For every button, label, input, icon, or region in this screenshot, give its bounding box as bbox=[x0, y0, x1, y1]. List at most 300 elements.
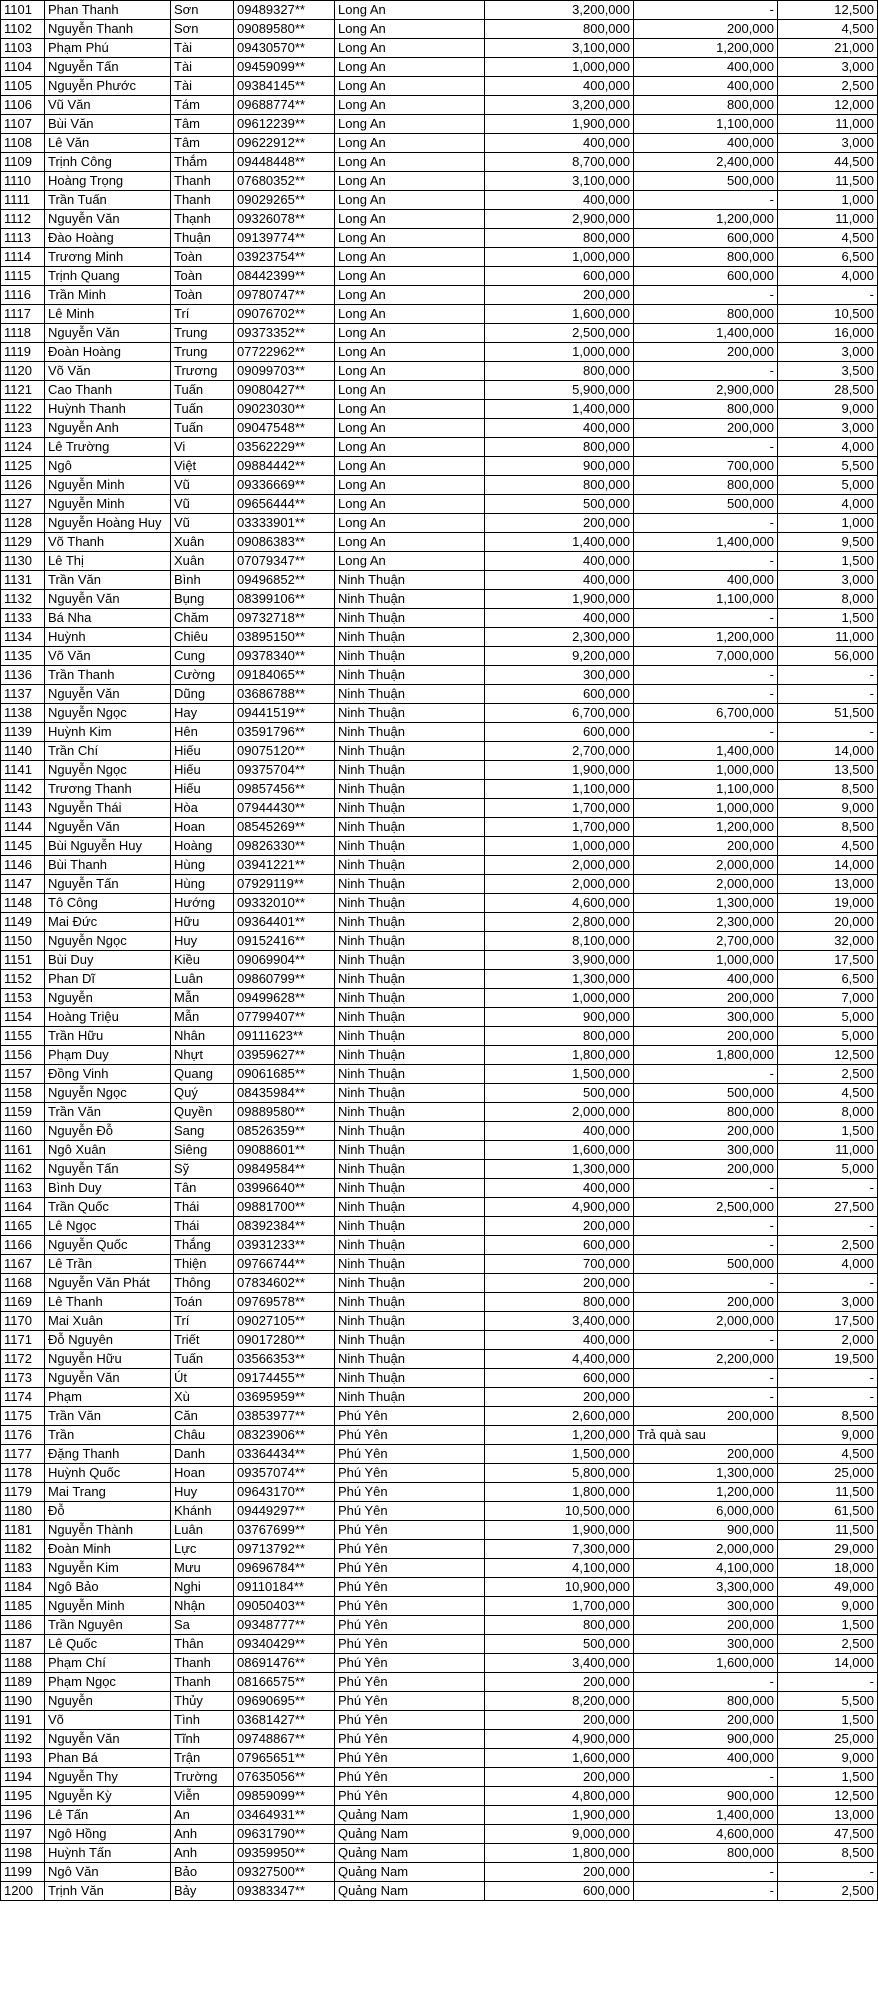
row-number-cell: 1112 bbox=[1, 210, 45, 229]
amount-cell: 10,500,000 bbox=[485, 1502, 634, 1521]
phone-cell: 09713792** bbox=[234, 1540, 335, 1559]
table-row bbox=[1, 1692, 878, 1711]
amount-cell: 1,000,000 bbox=[485, 989, 634, 1008]
row-number-cell: 1147 bbox=[1, 875, 45, 894]
phone-cell: 09631790** bbox=[234, 1825, 335, 1844]
points-cell: 61,500 bbox=[778, 1502, 878, 1521]
received-cell: - bbox=[634, 1217, 778, 1236]
surname-cell: Nguyễn Thy bbox=[45, 1768, 171, 1787]
surname-cell: Nguyễn Văn bbox=[45, 210, 171, 229]
row-number-cell: 1159 bbox=[1, 1103, 45, 1122]
points-cell: 47,500 bbox=[778, 1825, 878, 1844]
province-cell: Ninh Thuận bbox=[335, 590, 485, 609]
received-cell: - bbox=[634, 1, 778, 20]
phone-cell: 03941221** bbox=[234, 856, 335, 875]
table-row bbox=[1, 1540, 878, 1559]
table-row bbox=[1, 400, 878, 419]
points-cell: 1,000 bbox=[778, 191, 878, 210]
given-name-cell: Tâm bbox=[171, 115, 234, 134]
phone-cell: 09780747** bbox=[234, 286, 335, 305]
amount-cell: 800,000 bbox=[485, 1616, 634, 1635]
table-row bbox=[1, 115, 878, 134]
row-number-cell: 1172 bbox=[1, 1350, 45, 1369]
province-cell: Phú Yên bbox=[335, 1635, 485, 1654]
table-row bbox=[1, 343, 878, 362]
received-cell: 6,700,000 bbox=[634, 704, 778, 723]
points-cell: 2,500 bbox=[778, 1236, 878, 1255]
phone-cell: 09449297** bbox=[234, 1502, 335, 1521]
points-cell: 4,000 bbox=[778, 267, 878, 286]
surname-cell: Huỳnh bbox=[45, 628, 171, 647]
table-row bbox=[1, 1141, 878, 1160]
province-cell: Long An bbox=[335, 457, 485, 476]
province-cell: Ninh Thuận bbox=[335, 1255, 485, 1274]
amount-cell: 600,000 bbox=[485, 267, 634, 286]
phone-cell: 09069904** bbox=[234, 951, 335, 970]
province-cell: Phú Yên bbox=[335, 1673, 485, 1692]
province-cell: Ninh Thuận bbox=[335, 1122, 485, 1141]
province-cell: Ninh Thuận bbox=[335, 1369, 485, 1388]
province-cell: Ninh Thuận bbox=[335, 1179, 485, 1198]
points-cell: 29,000 bbox=[778, 1540, 878, 1559]
province-cell: Phú Yên bbox=[335, 1578, 485, 1597]
points-cell: 44,500 bbox=[778, 153, 878, 172]
province-cell: Ninh Thuận bbox=[335, 780, 485, 799]
surname-cell: Đào Hoàng bbox=[45, 229, 171, 248]
surname-cell: Ngô Hồng bbox=[45, 1825, 171, 1844]
amount-cell: 200,000 bbox=[485, 514, 634, 533]
given-name-cell: Hiếu bbox=[171, 742, 234, 761]
phone-cell: 09384145** bbox=[234, 77, 335, 96]
points-cell: 49,000 bbox=[778, 1578, 878, 1597]
given-name-cell: Anh bbox=[171, 1825, 234, 1844]
given-name-cell: Hòa bbox=[171, 799, 234, 818]
surname-cell: Phan Thanh bbox=[45, 1, 171, 20]
table-row bbox=[1, 1559, 878, 1578]
surname-cell: Nguyễn Văn bbox=[45, 685, 171, 704]
amount-cell: 4,900,000 bbox=[485, 1730, 634, 1749]
table-row bbox=[1, 818, 878, 837]
amount-cell: 1,900,000 bbox=[485, 1806, 634, 1825]
province-cell: Long An bbox=[335, 552, 485, 571]
given-name-cell: Toàn bbox=[171, 267, 234, 286]
surname-cell: Nguyễn Tấn bbox=[45, 875, 171, 894]
points-cell: 3,000 bbox=[778, 134, 878, 153]
given-name-cell: Toàn bbox=[171, 286, 234, 305]
table-row bbox=[1, 1863, 878, 1882]
received-cell: - bbox=[634, 286, 778, 305]
table-row bbox=[1, 324, 878, 343]
table-row bbox=[1, 1464, 878, 1483]
points-cell: 19,000 bbox=[778, 894, 878, 913]
phone-cell: 09612239** bbox=[234, 115, 335, 134]
received-cell: 500,000 bbox=[634, 495, 778, 514]
surname-cell: Đặng Thanh bbox=[45, 1445, 171, 1464]
province-cell: Long An bbox=[335, 533, 485, 552]
surname-cell: Nguyễn Minh bbox=[45, 476, 171, 495]
amount-cell: 400,000 bbox=[485, 552, 634, 571]
phone-cell: 09849584** bbox=[234, 1160, 335, 1179]
received-cell: 1,000,000 bbox=[634, 799, 778, 818]
surname-cell: Trần Tuấn bbox=[45, 191, 171, 210]
received-cell: 2,000,000 bbox=[634, 1540, 778, 1559]
amount-cell: 1,000,000 bbox=[485, 837, 634, 856]
received-cell: 1,100,000 bbox=[634, 115, 778, 134]
amount-cell: 500,000 bbox=[485, 495, 634, 514]
province-cell: Ninh Thuận bbox=[335, 1236, 485, 1255]
table-row bbox=[1, 1844, 878, 1863]
amount-cell: 700,000 bbox=[485, 1255, 634, 1274]
province-cell: Long An bbox=[335, 58, 485, 77]
received-cell: 700,000 bbox=[634, 457, 778, 476]
amount-cell: 3,200,000 bbox=[485, 1, 634, 20]
given-name-cell: Tuấn bbox=[171, 381, 234, 400]
given-name-cell: Hoan bbox=[171, 1464, 234, 1483]
amount-cell: 4,100,000 bbox=[485, 1559, 634, 1578]
province-cell: Long An bbox=[335, 115, 485, 134]
row-number-cell: 1182 bbox=[1, 1540, 45, 1559]
row-number-cell: 1174 bbox=[1, 1388, 45, 1407]
table-row bbox=[1, 495, 878, 514]
table-row bbox=[1, 780, 878, 799]
given-name-cell: An bbox=[171, 1806, 234, 1825]
amount-cell: 1,000,000 bbox=[485, 343, 634, 362]
surname-cell: Ngô Bảo bbox=[45, 1578, 171, 1597]
table-row bbox=[1, 1350, 878, 1369]
phone-cell: 09027105** bbox=[234, 1312, 335, 1331]
received-cell: - bbox=[634, 685, 778, 704]
province-cell: Ninh Thuận bbox=[335, 951, 485, 970]
phone-cell: 09080427** bbox=[234, 381, 335, 400]
table-row bbox=[1, 457, 878, 476]
points-cell: 11,000 bbox=[778, 210, 878, 229]
given-name-cell: Tuấn bbox=[171, 419, 234, 438]
amount-cell: 1,100,000 bbox=[485, 780, 634, 799]
row-number-cell: 1164 bbox=[1, 1198, 45, 1217]
points-cell: 12,000 bbox=[778, 96, 878, 115]
given-name-cell: Hoan bbox=[171, 818, 234, 837]
surname-cell: Bá Nha bbox=[45, 609, 171, 628]
points-cell: 11,500 bbox=[778, 172, 878, 191]
surname-cell: Nguyễn Ngọc bbox=[45, 1084, 171, 1103]
province-cell: Phú Yên bbox=[335, 1445, 485, 1464]
surname-cell: Võ Văn bbox=[45, 647, 171, 666]
row-number-cell: 1131 bbox=[1, 571, 45, 590]
points-cell: 6,500 bbox=[778, 248, 878, 267]
surname-cell: Nguyễn Đỗ bbox=[45, 1122, 171, 1141]
surname-cell: Nguyễn Minh bbox=[45, 495, 171, 514]
given-name-cell: Siêng bbox=[171, 1141, 234, 1160]
points-cell: 5,000 bbox=[778, 1008, 878, 1027]
points-cell: 9,500 bbox=[778, 533, 878, 552]
points-cell: 4,000 bbox=[778, 438, 878, 457]
phone-cell: 09017280** bbox=[234, 1331, 335, 1350]
province-cell: Long An bbox=[335, 362, 485, 381]
row-number-cell: 1124 bbox=[1, 438, 45, 457]
table-row bbox=[1, 647, 878, 666]
amount-cell: 8,700,000 bbox=[485, 153, 634, 172]
row-number-cell: 1181 bbox=[1, 1521, 45, 1540]
table-row bbox=[1, 1312, 878, 1331]
surname-cell: Huỳnh Kim bbox=[45, 723, 171, 742]
table-row bbox=[1, 1654, 878, 1673]
province-cell: Long An bbox=[335, 400, 485, 419]
amount-cell: 2,000,000 bbox=[485, 856, 634, 875]
phone-cell: 03333901** bbox=[234, 514, 335, 533]
given-name-cell: Tài bbox=[171, 39, 234, 58]
row-number-cell: 1151 bbox=[1, 951, 45, 970]
table-row bbox=[1, 856, 878, 875]
points-cell: 28,500 bbox=[778, 381, 878, 400]
surname-cell: Trịnh Văn bbox=[45, 1882, 171, 1901]
received-cell: 900,000 bbox=[634, 1787, 778, 1806]
received-cell: 600,000 bbox=[634, 229, 778, 248]
amount-cell: 800,000 bbox=[485, 20, 634, 39]
surname-cell: Trịnh Quang bbox=[45, 267, 171, 286]
received-cell: 2,900,000 bbox=[634, 381, 778, 400]
amount-cell: 400,000 bbox=[485, 419, 634, 438]
row-number-cell: 1185 bbox=[1, 1597, 45, 1616]
points-cell: 3,000 bbox=[778, 419, 878, 438]
points-cell: 17,500 bbox=[778, 1312, 878, 1331]
points-cell: 9,000 bbox=[778, 1597, 878, 1616]
received-cell: 800,000 bbox=[634, 476, 778, 495]
table-row bbox=[1, 229, 878, 248]
table-row bbox=[1, 1407, 878, 1426]
surname-cell: Tô Công bbox=[45, 894, 171, 913]
received-cell: 900,000 bbox=[634, 1521, 778, 1540]
table-row bbox=[1, 1616, 878, 1635]
row-number-cell: 1119 bbox=[1, 343, 45, 362]
row-number-cell: 1195 bbox=[1, 1787, 45, 1806]
row-number-cell: 1184 bbox=[1, 1578, 45, 1597]
province-cell: Phú Yên bbox=[335, 1711, 485, 1730]
given-name-cell: Trận bbox=[171, 1749, 234, 1768]
row-number-cell: 1160 bbox=[1, 1122, 45, 1141]
phone-cell: 08691476** bbox=[234, 1654, 335, 1673]
province-cell: Phú Yên bbox=[335, 1616, 485, 1635]
points-cell: - bbox=[778, 1217, 878, 1236]
points-cell: 9,000 bbox=[778, 799, 878, 818]
amount-cell: 8,100,000 bbox=[485, 932, 634, 951]
amount-cell: 600,000 bbox=[485, 685, 634, 704]
points-cell: - bbox=[778, 723, 878, 742]
table-row bbox=[1, 1749, 878, 1768]
given-name-cell: Chăm bbox=[171, 609, 234, 628]
given-name-cell: Hữu bbox=[171, 913, 234, 932]
phone-cell: 09359950** bbox=[234, 1844, 335, 1863]
points-cell: 1,500 bbox=[778, 1711, 878, 1730]
surname-cell: Đồng Vinh bbox=[45, 1065, 171, 1084]
amount-cell: 600,000 bbox=[485, 1369, 634, 1388]
given-name-cell: Triết bbox=[171, 1331, 234, 1350]
surname-cell: Trần Chí bbox=[45, 742, 171, 761]
phone-cell: 09688774** bbox=[234, 96, 335, 115]
given-name-cell: Tài bbox=[171, 77, 234, 96]
row-number-cell: 1188 bbox=[1, 1654, 45, 1673]
amount-cell: 2,700,000 bbox=[485, 742, 634, 761]
row-number-cell: 1104 bbox=[1, 58, 45, 77]
received-cell: 6,000,000 bbox=[634, 1502, 778, 1521]
table-row bbox=[1, 1673, 878, 1692]
given-name-cell: Vũ bbox=[171, 495, 234, 514]
points-cell: 25,000 bbox=[778, 1730, 878, 1749]
row-number-cell: 1153 bbox=[1, 989, 45, 1008]
amount-cell: 500,000 bbox=[485, 1084, 634, 1103]
received-cell: - bbox=[634, 1331, 778, 1350]
table-row bbox=[1, 1521, 878, 1540]
table-row bbox=[1, 1711, 878, 1730]
phone-cell: 09088601** bbox=[234, 1141, 335, 1160]
province-cell: Quảng Nam bbox=[335, 1882, 485, 1901]
row-number-cell: 1200 bbox=[1, 1882, 45, 1901]
province-cell: Long An bbox=[335, 20, 485, 39]
province-cell: Ninh Thuận bbox=[335, 1388, 485, 1407]
amount-cell: 400,000 bbox=[485, 191, 634, 210]
table-row bbox=[1, 1825, 878, 1844]
points-cell: 12,500 bbox=[778, 1, 878, 20]
table-row bbox=[1, 58, 878, 77]
row-number-cell: 1193 bbox=[1, 1749, 45, 1768]
row-number-cell: 1169 bbox=[1, 1293, 45, 1312]
received-cell: 400,000 bbox=[634, 58, 778, 77]
province-cell: Long An bbox=[335, 343, 485, 362]
given-name-cell: Xuân bbox=[171, 533, 234, 552]
province-cell: Ninh Thuận bbox=[335, 1065, 485, 1084]
phone-cell: 09690695** bbox=[234, 1692, 335, 1711]
amount-cell: 600,000 bbox=[485, 1236, 634, 1255]
province-cell: Phú Yên bbox=[335, 1749, 485, 1768]
points-cell: 12,500 bbox=[778, 1787, 878, 1806]
province-cell: Ninh Thuận bbox=[335, 1160, 485, 1179]
amount-cell: 200,000 bbox=[485, 1673, 634, 1692]
points-cell: 4,500 bbox=[778, 20, 878, 39]
received-cell: 1,400,000 bbox=[634, 324, 778, 343]
amount-cell: 3,900,000 bbox=[485, 951, 634, 970]
phone-cell: 09448448** bbox=[234, 153, 335, 172]
surname-cell: Lê Thị bbox=[45, 552, 171, 571]
points-cell: 17,500 bbox=[778, 951, 878, 970]
given-name-cell: Cung bbox=[171, 647, 234, 666]
phone-cell: 09326078** bbox=[234, 210, 335, 229]
given-name-cell: Tuấn bbox=[171, 1350, 234, 1369]
points-cell: 5,000 bbox=[778, 1027, 878, 1046]
given-name-cell: Căn bbox=[171, 1407, 234, 1426]
points-cell: - bbox=[778, 286, 878, 305]
row-number-cell: 1161 bbox=[1, 1141, 45, 1160]
given-name-cell: Thủy bbox=[171, 1692, 234, 1711]
table-row bbox=[1, 628, 878, 647]
amount-cell: 1,800,000 bbox=[485, 1046, 634, 1065]
surname-cell: Nguyễn Kim bbox=[45, 1559, 171, 1578]
amount-cell: 200,000 bbox=[485, 286, 634, 305]
row-number-cell: 1143 bbox=[1, 799, 45, 818]
amount-cell: 200,000 bbox=[485, 1217, 634, 1236]
phone-cell: 03686788** bbox=[234, 685, 335, 704]
amount-cell: 400,000 bbox=[485, 571, 634, 590]
given-name-cell: Thanh bbox=[171, 191, 234, 210]
province-cell: Ninh Thuận bbox=[335, 875, 485, 894]
surname-cell: Nguyễn Thanh bbox=[45, 20, 171, 39]
table-row bbox=[1, 514, 878, 533]
amount-cell: 4,600,000 bbox=[485, 894, 634, 913]
received-cell: 7,000,000 bbox=[634, 647, 778, 666]
phone-cell: 09357074** bbox=[234, 1464, 335, 1483]
table-body bbox=[1, 1, 878, 1901]
row-number-cell: 1190 bbox=[1, 1692, 45, 1711]
phone-cell: 03364434** bbox=[234, 1445, 335, 1464]
amount-cell: 2,000,000 bbox=[485, 1103, 634, 1122]
province-cell: Phú Yên bbox=[335, 1730, 485, 1749]
amount-cell: 900,000 bbox=[485, 1008, 634, 1027]
received-cell: 200,000 bbox=[634, 20, 778, 39]
points-cell: 2,500 bbox=[778, 1635, 878, 1654]
province-cell: Ninh Thuận bbox=[335, 818, 485, 837]
province-cell: Ninh Thuận bbox=[335, 913, 485, 932]
province-cell: Quảng Nam bbox=[335, 1806, 485, 1825]
province-cell: Ninh Thuận bbox=[335, 1046, 485, 1065]
table-row bbox=[1, 1217, 878, 1236]
row-number-cell: 1121 bbox=[1, 381, 45, 400]
phone-cell: 09884442** bbox=[234, 457, 335, 476]
table-row bbox=[1, 1445, 878, 1464]
received-cell: 2,000,000 bbox=[634, 875, 778, 894]
amount-cell: 9,200,000 bbox=[485, 647, 634, 666]
points-cell: 1,500 bbox=[778, 1616, 878, 1635]
row-number-cell: 1163 bbox=[1, 1179, 45, 1198]
received-cell: 1,600,000 bbox=[634, 1654, 778, 1673]
phone-cell: 09061685** bbox=[234, 1065, 335, 1084]
points-cell: 13,000 bbox=[778, 875, 878, 894]
amount-cell: 5,800,000 bbox=[485, 1464, 634, 1483]
province-cell: Long An bbox=[335, 267, 485, 286]
amount-cell: 2,900,000 bbox=[485, 210, 634, 229]
table-row bbox=[1, 742, 878, 761]
points-cell: 5,500 bbox=[778, 1692, 878, 1711]
surname-cell: Đỗ Nguyên bbox=[45, 1331, 171, 1350]
given-name-cell: Thắm bbox=[171, 153, 234, 172]
given-name-cell: Út bbox=[171, 1369, 234, 1388]
row-number-cell: 1116 bbox=[1, 286, 45, 305]
amount-cell: 1,900,000 bbox=[485, 1521, 634, 1540]
received-cell: 800,000 bbox=[634, 248, 778, 267]
given-name-cell: Tám bbox=[171, 96, 234, 115]
received-cell: 2,700,000 bbox=[634, 932, 778, 951]
surname-cell: Lê Minh bbox=[45, 305, 171, 324]
phone-cell: 09184065** bbox=[234, 666, 335, 685]
row-number-cell: 1128 bbox=[1, 514, 45, 533]
table-row bbox=[1, 723, 878, 742]
surname-cell: Huỳnh Tấn bbox=[45, 1844, 171, 1863]
table-row bbox=[1, 172, 878, 191]
amount-cell: 800,000 bbox=[485, 1027, 634, 1046]
table-row bbox=[1, 191, 878, 210]
surname-cell: Huỳnh Thanh bbox=[45, 400, 171, 419]
received-cell: 1,400,000 bbox=[634, 533, 778, 552]
points-cell: 19,500 bbox=[778, 1350, 878, 1369]
table-row bbox=[1, 1160, 878, 1179]
phone-cell: 08399106** bbox=[234, 590, 335, 609]
amount-cell: 3,400,000 bbox=[485, 1312, 634, 1331]
received-cell: 1,200,000 bbox=[634, 818, 778, 837]
amount-cell: 1,700,000 bbox=[485, 818, 634, 837]
province-cell: Long An bbox=[335, 324, 485, 343]
given-name-cell: Toán bbox=[171, 1293, 234, 1312]
surname-cell: Lê Tấn bbox=[45, 1806, 171, 1825]
amount-cell: 1,300,000 bbox=[485, 1160, 634, 1179]
row-number-cell: 1155 bbox=[1, 1027, 45, 1046]
row-number-cell: 1122 bbox=[1, 400, 45, 419]
